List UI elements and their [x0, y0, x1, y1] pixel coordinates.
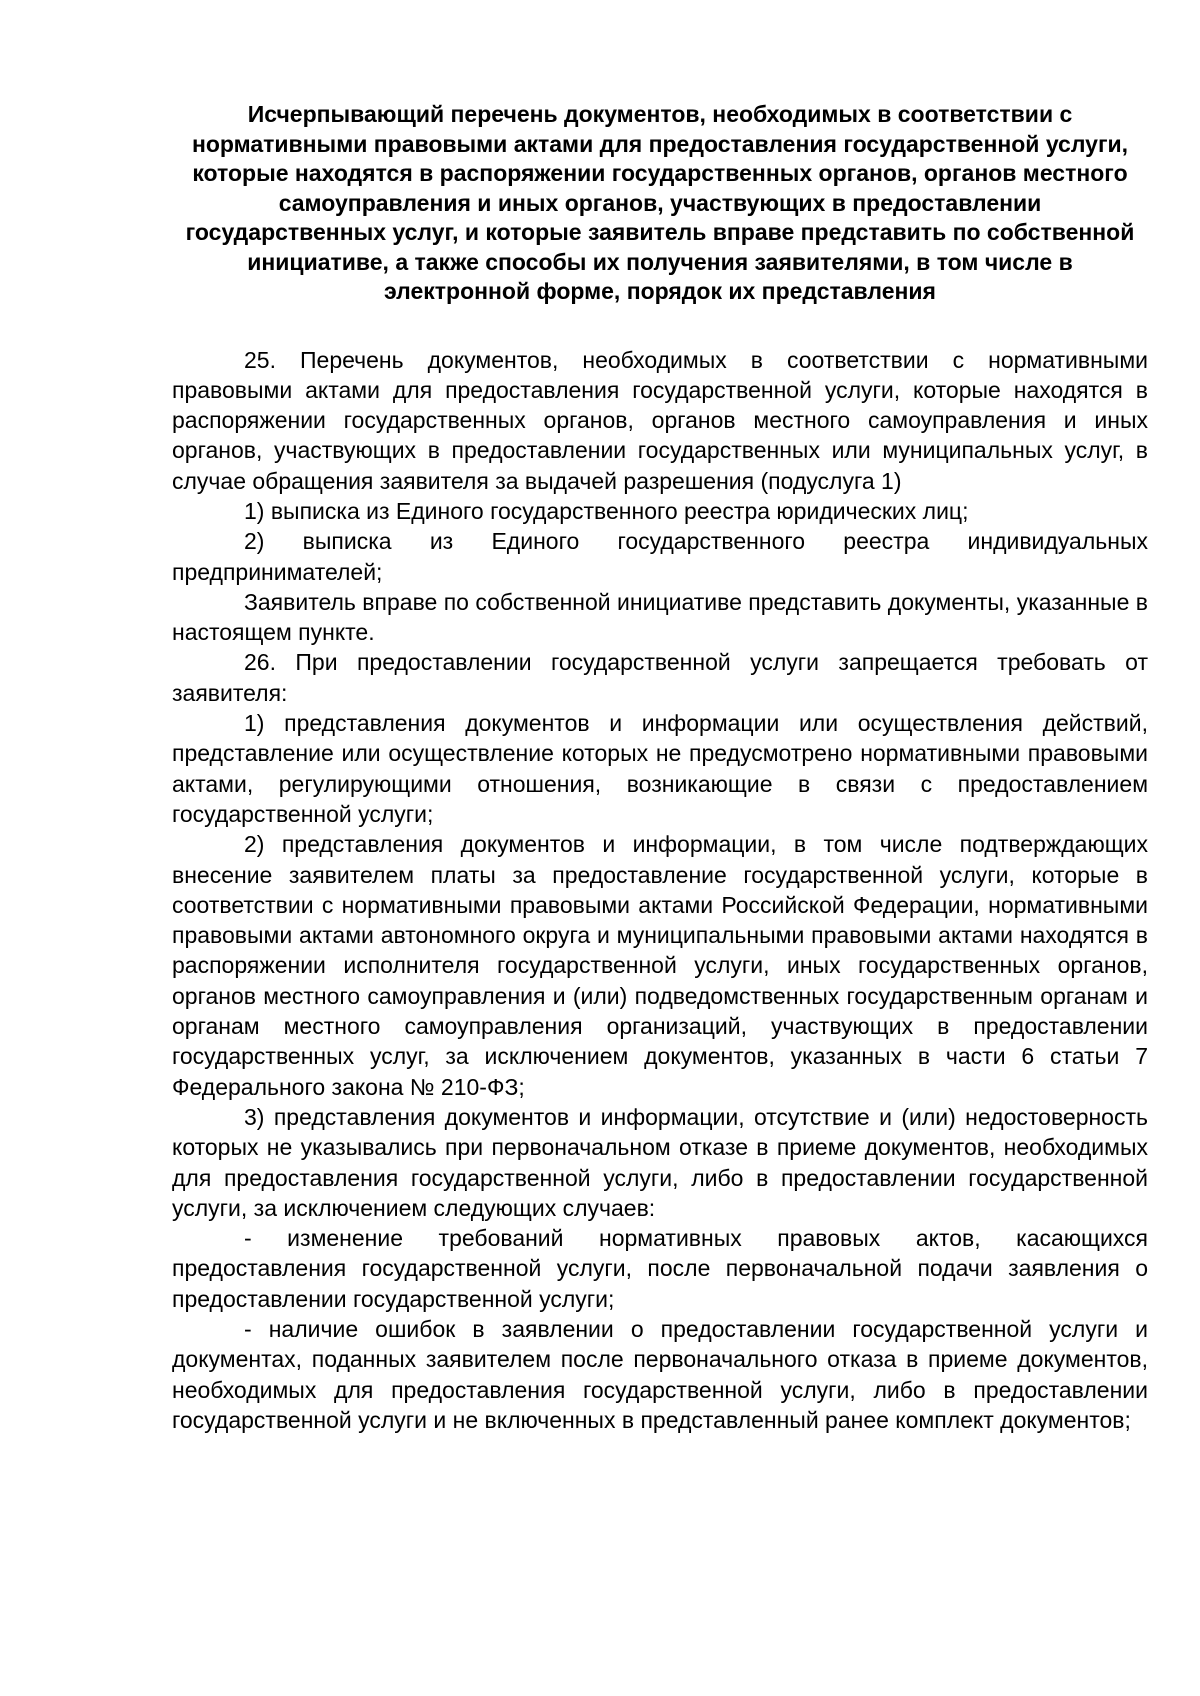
list-item-egrip: 2) выписка из Единого государственного реестра индивидуальных предпринимателей; [172, 528, 1148, 585]
document-heading: Исчерпывающий перечень документов, необходимых в соответствии с нормативными правовыми актами для предоставления государственной услуги, которые находятся в распоряжении государственных органов, органов местного самоуправления и иных органов, участвующих в предоставлении государственных услуг, и которые заявитель вправе представить по собственной инициативе, а также способы их получения заявителями, в том числе в электронной форме, порядок их представления [185, 101, 1135, 304]
dash-item-errors: - наличие ошибок в заявлении о предоставлении государственной услуги и документах, поданных заявителем после первоначального отказа в приеме документов, необходимых для предоставления государственной услуги, либо в предоставлении государственной услуги и не включенных в представленный ранее комплект документов; [172, 1316, 1148, 1433]
paragraph-25: 25. Перечень документов, необходимых в соответствии с нормативными правовыми актами для предоставления государственной услуги, которые находятся в распоряжении государственных органов, органов местного самоуправления и иных органов, участвующих в предоставлении государственных или муниципальных услуг, в случае обращения заявителя за выдачей разрешения (подуслуга 1) [172, 346, 1148, 494]
document-page [172, 100, 1148, 1435]
list-item-26-3: 3) представления документов и информации, отсутствие и (или) недостоверность которых не указывались при первоначальном отказе в приеме документов, необходимых для предоставления государственной услуги, либо в предоставлении государственной услуги, за исключением следующих случаев: [172, 1103, 1148, 1221]
list-item-26-1: 1) представления документов и информации или осуществления действий, представление или осуществление которых не предусмотрено нормативными правовыми актами, регулирующими отношения, возникающие в связи с предоставлением государственной услуги; [172, 710, 1148, 827]
paragraph-own-initiative: Заявитель вправе по собственной инициативе представить документы, указанные в настоящем пункте. [172, 588, 1148, 646]
dash-item-requirements-change: - изменение требований нормативных правовых актов, касающихся предоставления государственной услуги, после первоначальной подачи заявления о предоставлении государственной услуги; [172, 1225, 1148, 1312]
list-item-26-2: 2) представления документов и информации, в том числе подтверждающих внесение заявителем платы за предоставление государственной услуги, которые в соответствии с нормативными правовыми актами Российской Федерации, нормативными правовыми актами автономного округа и муниципальными правовыми актами находятся в распоряжении исполнителя государственной услуги, иных государственных органов, органов местного самоуправления и (или) подведомственных государственным органам и органам местного самоуправления организаций, участвующих в предоставлении государственных услуг, за исключением документов, указанных в части 6 статьи 7 Федерального закона № 210-ФЗ; [172, 831, 1148, 1100]
document-body [172, 345, 1148, 1436]
paragraph-26: 26. При предоставлении государственной услуги запрещается требовать от заявителя: [172, 649, 1148, 706]
list-item-egrul: 1) выписка из Единого государственного реестра юридических лиц; [244, 497, 969, 524]
